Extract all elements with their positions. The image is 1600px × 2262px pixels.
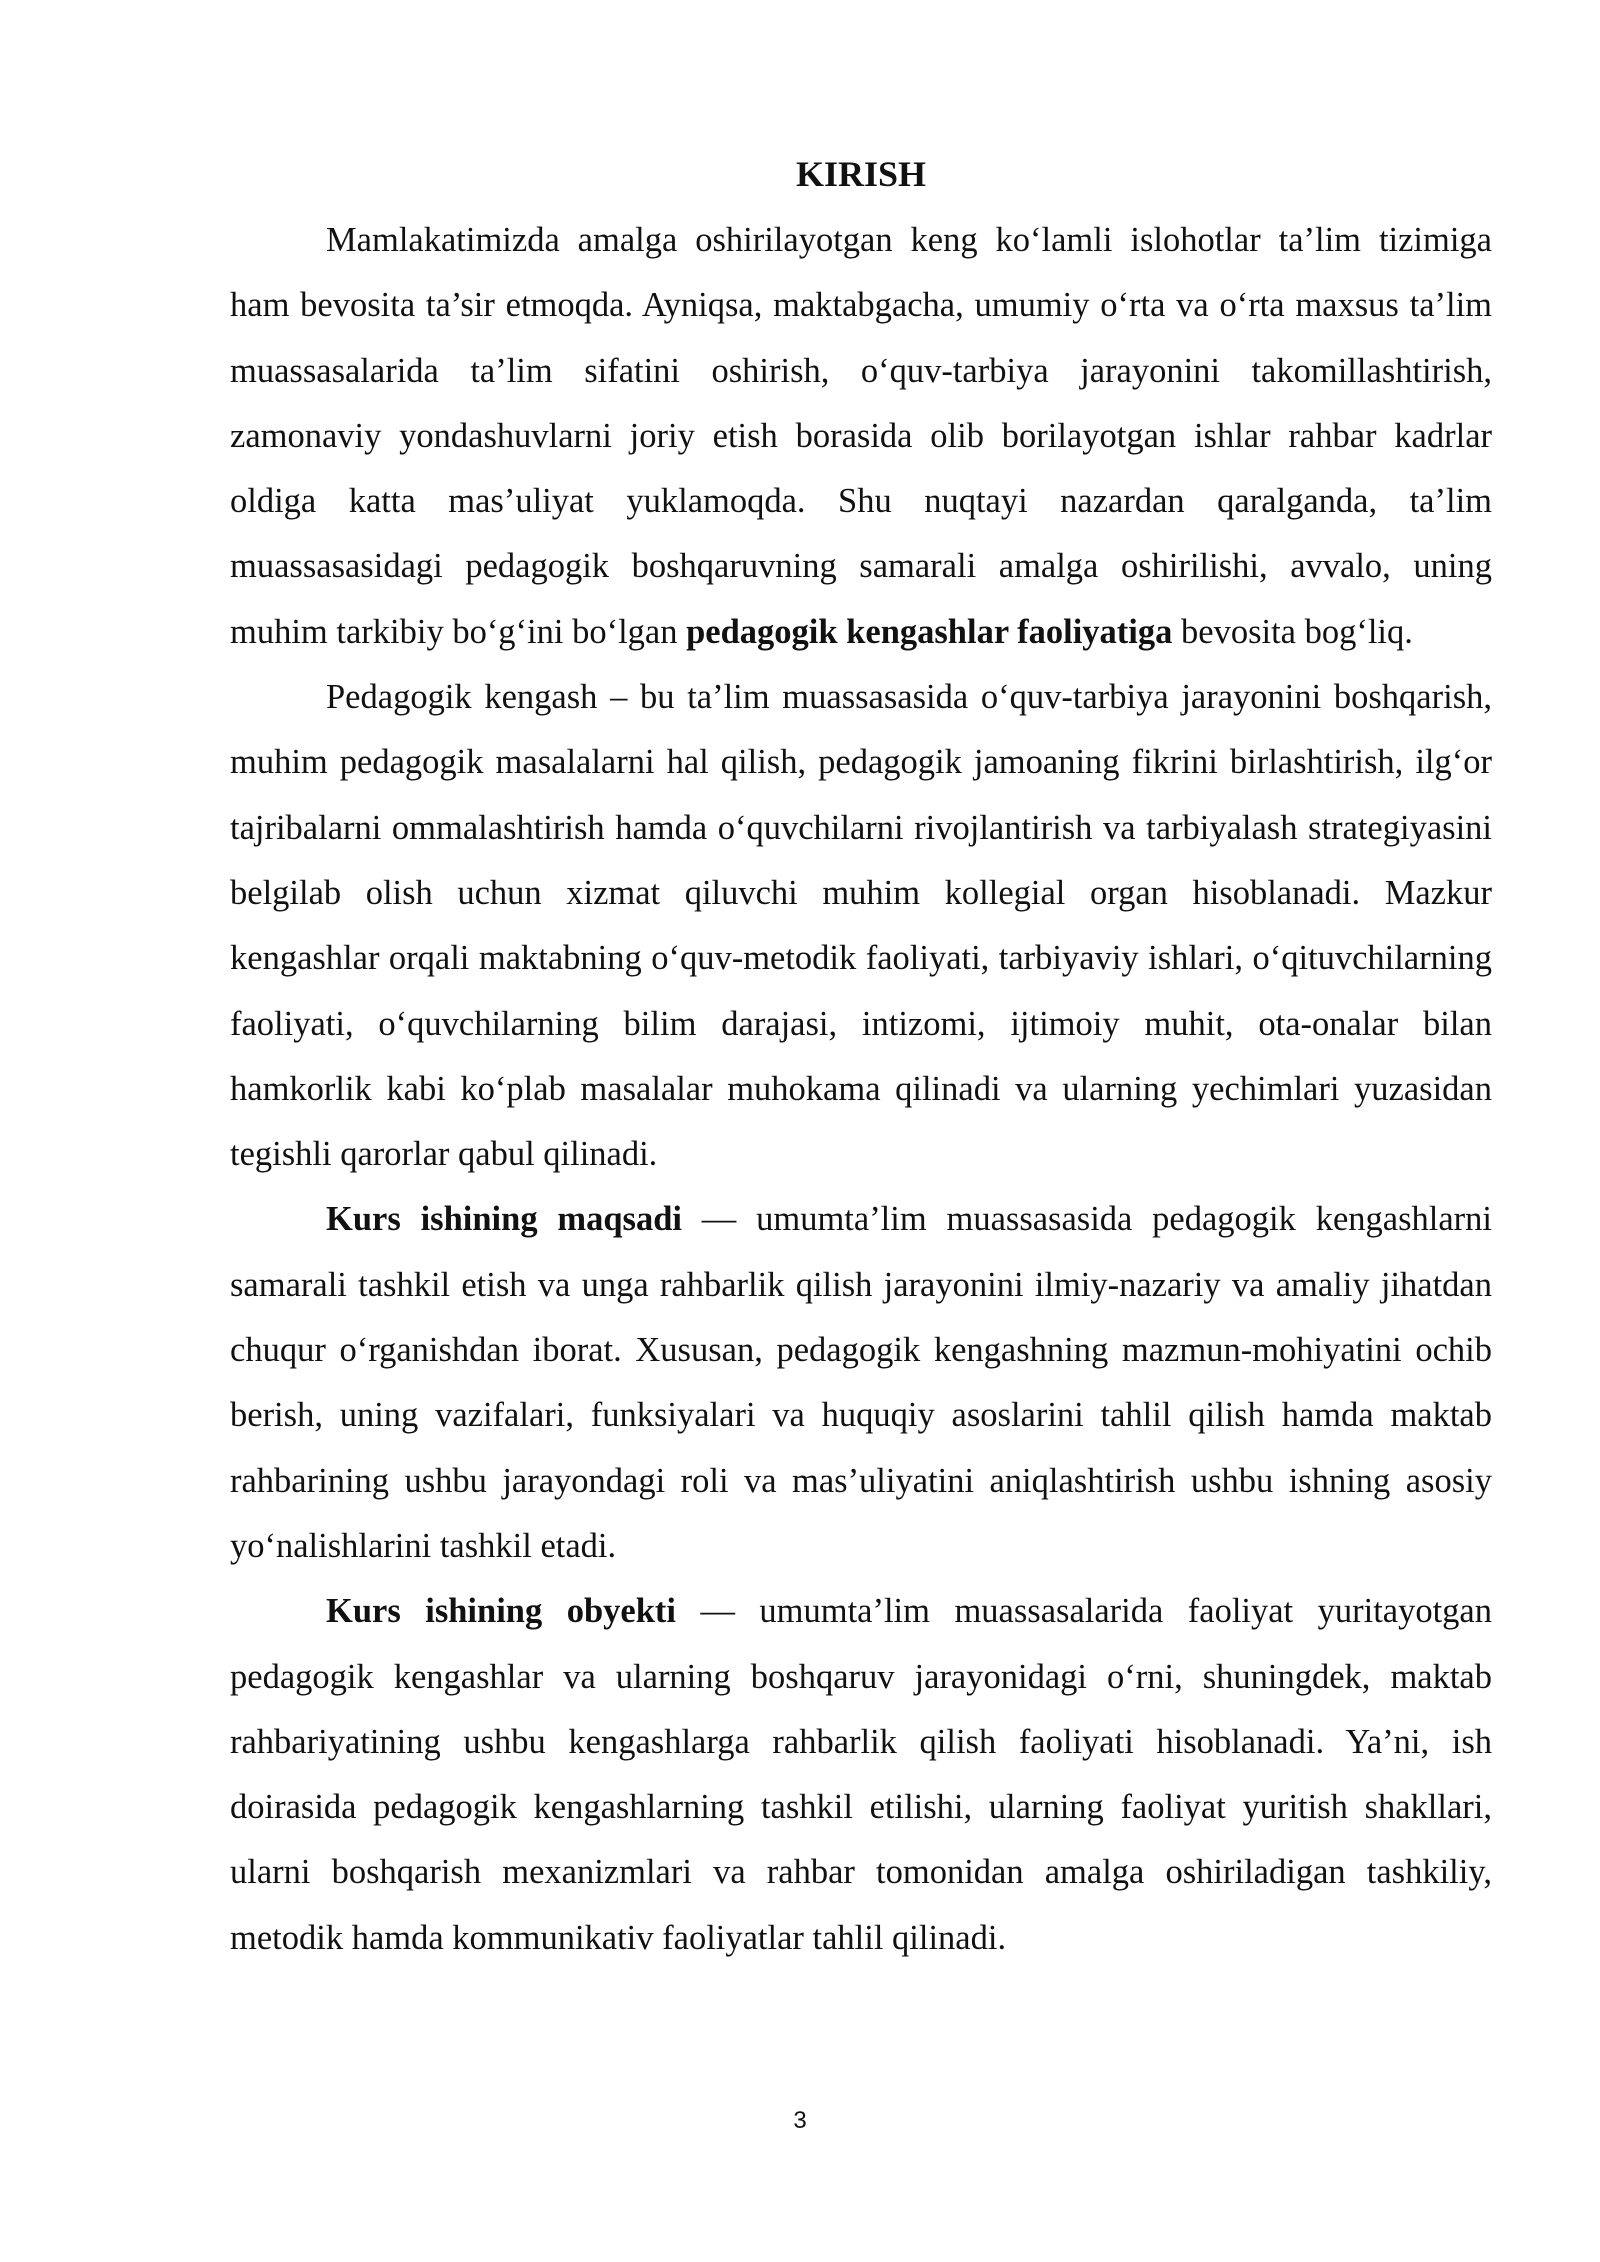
paragraph-text: Pedagogik kengash – bu ta’lim muassasasida o‘quv-tarbiya jarayonini boshqarish, muhim pedagogik masalalarni hal qilish, pedagogik jamoaning fikrini birlashtirish, ilg‘or tajribalarni ommalashtirish hamda o‘quvchilarni rivojlantirish va tarbiyalash strategiyasini belgilab olish uchun xizmat qiluvchi muhim kollegial organ hisoblanadi. Mazkur kengashlar orqali maktabning o‘quv-metodik faoliyati, tarbiyaviy ishlari, o‘qituvchilarning faoliyati, o‘quvchilarning bilim darajasi, intizomi, ijtimoiy muhit, ota-onalar bilan hamkorlik kabi ko‘plab masalalar muhokama qilinadi va ularning yechimlari yuzasidan tegishli qarorlar qabul qilinadi. bbox=[230, 678, 1492, 1174]
paragraph-course-goal bbox=[230, 1187, 1492, 1579]
paragraph-bold-text: Kurs ishining obyekti bbox=[326, 1592, 676, 1631]
paragraph-pedagogical-council bbox=[230, 665, 1492, 1187]
paragraph-text: bevosita bog‘liq. bbox=[1172, 612, 1413, 651]
page-number: 3 bbox=[793, 2107, 807, 2134]
paragraph-text: — umumta’lim muassasasida pedagogik kengashlarni samarali tashkil etish va unga rahbarlik qilish jarayonini ilmiy-nazariy va amaliy jihatdan chuqur o‘rganishdan iborat. Xususan, pedagogik kengashning mazmun-mohiyatini ochib berish, uning vazifalari, funksiyalari va huquqiy asoslarini tahlil qilish hamda maktab rahbarining ushbu jarayondagi roli va mas’uliyatini aniqlashtirish ushbu ishning asosiy yo‘nalishlarini tashkil etadi. bbox=[230, 1200, 1492, 1565]
document-page bbox=[230, 148, 1492, 1971]
paragraph-text: — umumta’lim muassasalarida faoliyat yuritayotgan pedagogik kengashlar va ularning boshqaruv jarayonidagi o‘rni, shuningdek, maktab rahbariyatining ushbu kengashlarga rahbarlik qilish faoliyati hisoblanadi. Ya’ni, ish doirasida pedagogik kengashlarning tashkil etilishi, ularning faoliyat yuritish shakllari, ularni boshqarish mexanizmlari va rahbar tomonidan amalga oshiriladigan tashkiliy, metodik hamda kommunikativ faoliyatlar tahlil qilinadi. bbox=[230, 1592, 1492, 1957]
paragraph-introduction bbox=[230, 208, 1492, 665]
paragraph-course-object bbox=[230, 1579, 1492, 1971]
section-heading: KIRISH bbox=[795, 154, 927, 194]
paragraph-bold-text: Kurs ishining maqsadi bbox=[326, 1200, 682, 1239]
paragraph-text: Mamlakatimizda amalga oshirilayotgan keng ko‘lamli islohotlar ta’lim tizimiga ham bevosita ta’sir etmoqda. Ayniqsa, maktabgacha, umumiy o‘rta va o‘rta maxsus ta’lim muassasalarida ta’lim sifatini oshirish, o‘quv-tarbiya jarayonini takomillashtirish, zamonaviy yondashuvlarni joriy etish borasida olib borilayotgan ishlar rahbar kadrlar oldiga katta mas’uliyat yuklamoqda. Shu nuqtayi nazardan qaralganda, ta’lim muassasasidagi pedagogik boshqaruvning samarali amalga oshirilishi, avvalo, uning muhim tarkibiy bo‘g‘ini bo‘lgan bbox=[230, 221, 1492, 651]
paragraph-bold-text: pedagogik kengashlar faoliyatiga bbox=[686, 612, 1173, 651]
